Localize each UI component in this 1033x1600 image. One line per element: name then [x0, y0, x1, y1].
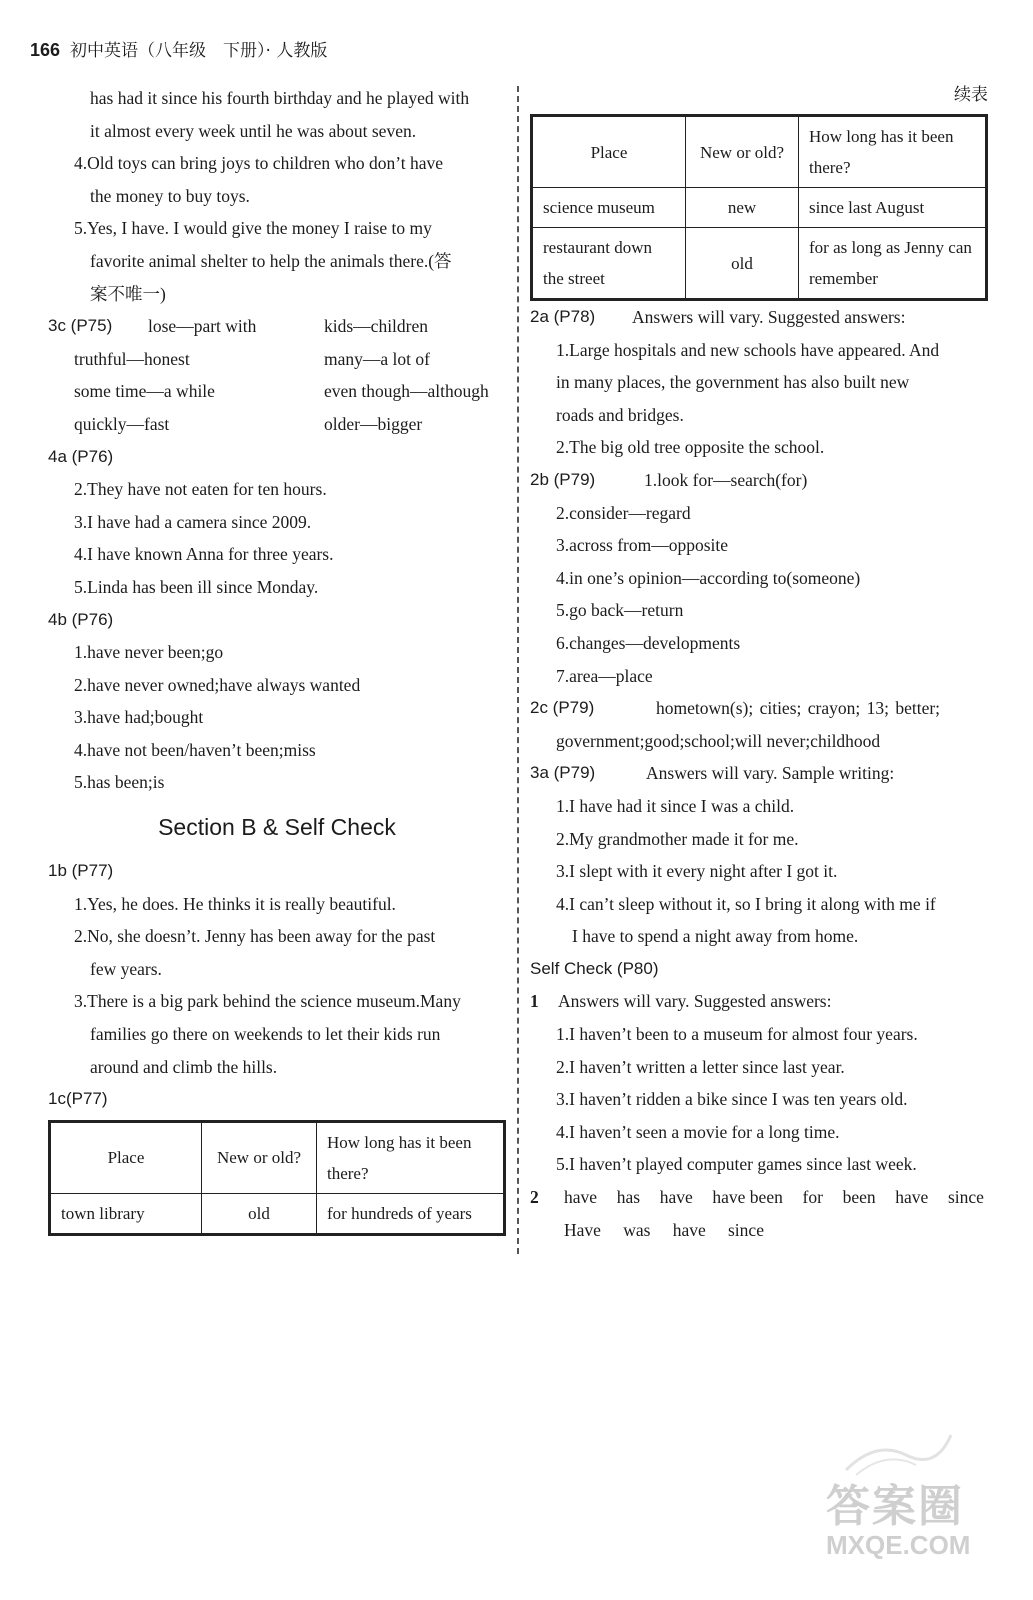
answer-text: government;good;school;will never;childhood	[556, 730, 881, 751]
book-title: 初中英语（八年级 下册）· 人教版	[70, 41, 328, 61]
answer-item: 2.have never owned;have always wanted	[74, 674, 361, 695]
text-line: favorite animal shelter to help the animals there.(答	[90, 250, 452, 271]
word-pair: many—a lot of	[324, 348, 430, 369]
exercise-label: 1b (P77)	[48, 861, 114, 881]
text-line: 1.Large hospitals and new schools have appeared. And	[556, 339, 940, 360]
exercise-2a	[530, 301, 988, 464]
table-header-cell: Place	[51, 1122, 202, 1193]
text-line: 2.My grandmother made it for me.	[556, 828, 799, 849]
text-line: 4.I can’t sleep without it, so I bring it along with me if	[556, 893, 936, 914]
table-cell: town library	[51, 1193, 202, 1233]
question-number: 1	[530, 991, 539, 1012]
table-row	[533, 228, 986, 299]
watermark-graphic	[836, 1430, 956, 1480]
answer-item: 4.I haven’t seen a movie for a long time.	[556, 1121, 840, 1142]
word-list	[564, 1181, 984, 1214]
word: have	[672, 1219, 706, 1240]
text-line: families go there on weekends to let their kids run	[90, 1024, 441, 1045]
answer-item	[48, 212, 506, 310]
answer-item: 3.I have had a camera since 2009.	[74, 511, 312, 532]
answer-item: 4.in one’s opinion—according to(someone)	[556, 567, 861, 588]
exercise-label: 3a (P79)	[530, 763, 596, 783]
word: was	[623, 1219, 651, 1240]
page-number: 166	[30, 40, 61, 60]
column-divider	[517, 86, 519, 1254]
table-cell: new	[686, 188, 799, 228]
text-line: 2.The big old tree opposite the school.	[556, 437, 825, 458]
table-header-cell: New or old?	[202, 1122, 317, 1193]
answer-item: 5.I haven’t played computer games since last week.	[556, 1154, 917, 1175]
answer-item: 4.have not been/haven’t been;miss	[74, 739, 316, 760]
text-line: it almost every week until he was about seven.	[90, 120, 417, 141]
word: has	[616, 1187, 641, 1208]
text-line: I have to spend a night away from home.	[572, 926, 859, 947]
answer-item: 2.consider—regard	[556, 502, 691, 523]
text-line: few years.	[90, 958, 162, 979]
table-1c	[48, 1120, 506, 1236]
answer-item: 3.I haven’t ridden a bike since I was ten years old.	[556, 1089, 908, 1110]
continued-label: 续表	[954, 85, 988, 105]
exercise-2b	[530, 464, 988, 692]
watermark	[826, 1470, 1006, 1580]
exercise-label: 2c (P79)	[530, 698, 595, 718]
text-line: 3.There is a big park behind the science museum.Many	[74, 991, 461, 1012]
question-number: 2	[530, 1187, 539, 1208]
text-line: 4.Old toys can bring joys to children who don’t have	[74, 153, 444, 174]
exercise-3c	[48, 310, 506, 440]
text-line: 1.Yes, he does. He thinks it is really beautiful.	[74, 893, 396, 914]
text-line: 1.I have had it since I was a child.	[556, 795, 795, 816]
exercise-label: 4a (P76)	[48, 446, 114, 466]
text-line: 3.I slept with it every night after I got it.	[556, 861, 838, 882]
text-line: roads and bridges.	[556, 404, 684, 425]
exercise-label: 3c (P75)	[48, 316, 113, 336]
word: been	[842, 1187, 876, 1208]
answer-item: 4.I have known Anna for three years.	[74, 544, 334, 565]
answer-item: 5.go back—return	[556, 600, 684, 621]
word-pair: truthful—honest	[74, 348, 190, 369]
exercise-1b	[48, 855, 506, 1083]
answer-item: 3.across from—opposite	[556, 535, 729, 556]
word: Have	[564, 1219, 601, 1240]
answer-item: 1.look for—search(for)	[644, 469, 808, 490]
exercise-2c	[530, 692, 988, 757]
word: since	[728, 1219, 764, 1240]
word: have	[659, 1187, 693, 1208]
word: have been	[712, 1187, 783, 1208]
table-row	[51, 1193, 504, 1233]
exercise-label: 4b (P76)	[48, 609, 114, 629]
word-list	[564, 1214, 764, 1247]
word: for	[802, 1187, 823, 1208]
answer-item: 1.have never been;go	[74, 642, 224, 663]
exercise-label: 2b (P79)	[530, 469, 596, 489]
exercise-4b	[48, 604, 506, 800]
table-row	[533, 188, 986, 228]
word: have	[564, 1187, 598, 1208]
text-line: around and climb the hills.	[90, 1056, 278, 1077]
exercise-1c	[48, 1083, 506, 1236]
table-cell: restaurant down the street	[533, 228, 686, 299]
table-header-cell: New or old?	[686, 117, 799, 188]
answer-text: hometown(s); cities; crayon; 13; better;	[656, 698, 941, 719]
answer-item: 5.Linda has been ill since Monday.	[74, 576, 319, 597]
table-1c-continued	[530, 114, 988, 301]
table-cell: old	[686, 228, 799, 299]
page-header	[30, 36, 327, 62]
table-header-cell: How long has it been there?	[799, 117, 986, 188]
answer-item: 3.have had;bought	[74, 707, 204, 728]
answer-item: 2.I haven’t written a letter since last year.	[556, 1056, 845, 1077]
exercise-intro: Answers will vary. Sample writing:	[646, 763, 895, 784]
table-header-row	[533, 117, 986, 188]
watermark-url: MXQE.COM	[826, 1530, 971, 1560]
table-header-row	[51, 1122, 504, 1193]
exercise-intro: Answers will vary. Suggested answers:	[558, 991, 832, 1012]
word-pair: older—bigger	[324, 413, 423, 434]
text-line: 案不唯一)	[90, 283, 166, 304]
word-pair: lose—part with	[148, 316, 257, 337]
section-title: Section B & Self Check	[158, 814, 396, 841]
exercise-3a	[530, 757, 988, 953]
word-pair: quickly—fast	[74, 413, 170, 434]
exercise-intro: Answers will vary. Suggested answers:	[632, 307, 906, 327]
table-cell: since last August	[799, 188, 986, 228]
watermark-text: 答案圈	[826, 1481, 964, 1532]
table-cell: for hundreds of years	[317, 1193, 504, 1233]
answer-item: 5.has been;is	[74, 772, 165, 793]
answer-item: 6.changes—developments	[556, 632, 741, 653]
table-header-cell: How long has it been there?	[317, 1122, 504, 1193]
self-check	[530, 953, 988, 1246]
right-column	[530, 82, 988, 1246]
text-line: the money to buy toys.	[90, 185, 250, 206]
table-header-cell: Place	[533, 117, 686, 188]
answer-item	[48, 147, 506, 212]
word-pair: even though—although	[324, 381, 489, 402]
exercise-label: 1c(P77)	[48, 1089, 108, 1109]
text-line: has had it since his fourth birthday and he played with	[90, 88, 470, 108]
table-cell: for as long as Jenny can remember	[799, 228, 986, 299]
left-column	[48, 82, 506, 1236]
exercise-4a	[48, 441, 506, 604]
word-pair: kids—children	[324, 316, 429, 337]
table-cell: old	[202, 1193, 317, 1233]
table-cell: science museum	[533, 188, 686, 228]
answer-item: 1.I haven’t been to a museum for almost four years.	[556, 1024, 918, 1045]
text-line: 5.Yes, I have. I would give the money I raise to my	[74, 218, 432, 239]
word: have	[895, 1187, 929, 1208]
answer-item: 2.They have not eaten for ten hours.	[74, 479, 327, 500]
text-line: 2.No, she doesn’t. Jenny has been away for the past	[74, 926, 436, 947]
word-pair: some time—a while	[74, 381, 215, 402]
exercise-label: 2a (P78)	[530, 307, 596, 326]
exercise-label: Self Check (P80)	[530, 958, 659, 978]
answer-item: 7.area—place	[556, 665, 653, 686]
word: since	[947, 1187, 984, 1208]
text-line: in many places, the government has also built new	[556, 372, 910, 393]
